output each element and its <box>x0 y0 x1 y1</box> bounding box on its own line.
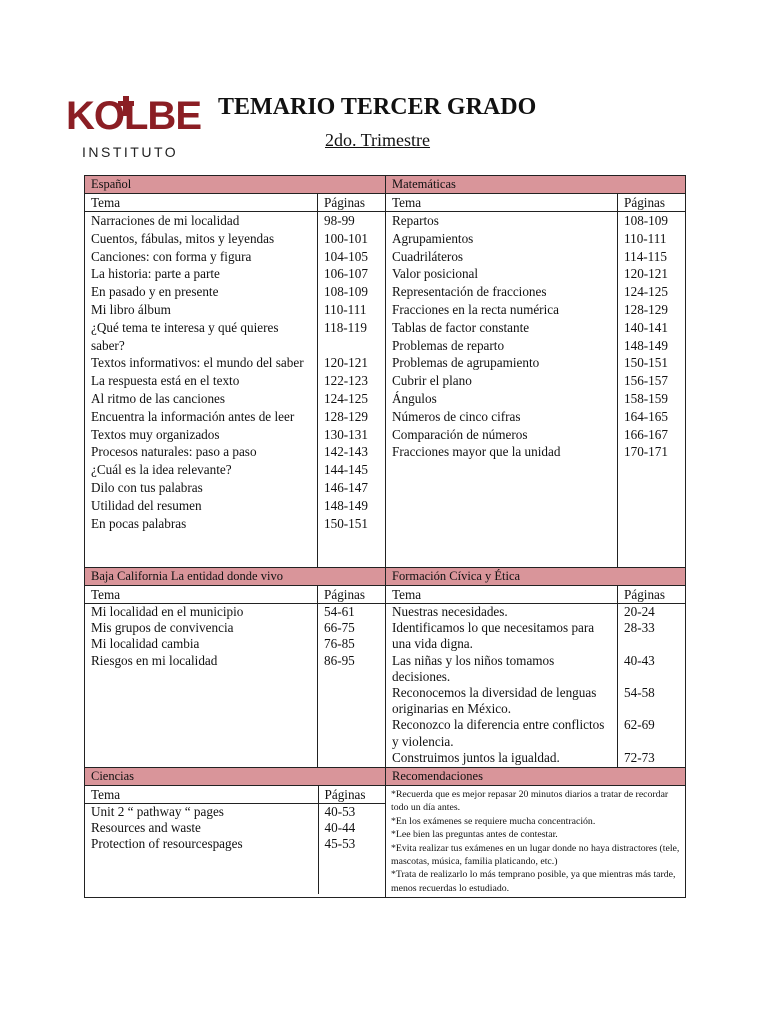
list-item: Procesos naturales: paso a paso <box>91 444 257 460</box>
content-row <box>85 212 686 568</box>
col-paginas: Páginas <box>318 194 386 212</box>
list-item: Protection of resourcespages <box>91 836 243 852</box>
list-item: La respuesta está en el texto <box>91 373 240 389</box>
list-item: 108-109 <box>624 213 668 228</box>
list-item: En pocas palabras <box>91 515 187 531</box>
baja-title: Baja California La entidad donde vivo <box>85 568 386 586</box>
list-item: 166-167 <box>624 426 668 442</box>
list-item: ¿Cuál es la idea relevante? <box>91 462 232 478</box>
list-item: 40-44 <box>324 820 356 836</box>
list-item: 140-141 <box>624 319 668 335</box>
list-item: En pasado y en presente <box>91 284 219 300</box>
logo-word: KOLBE <box>66 94 201 138</box>
ciencias-cell <box>85 786 386 898</box>
list-item: *Recuerda que es mejor repasar 20 minutos diarios a tratar de recordar todo un día antes. <box>391 789 669 814</box>
list-item: 164-165 <box>624 408 668 424</box>
ciencias-temas <box>85 804 318 894</box>
list-item: 144-145 <box>324 462 368 478</box>
list-item: Riesgos en mi localidad <box>91 652 218 668</box>
list-item: ¿Qué tema te interesa y qué quieres saber? <box>91 319 279 353</box>
list-item: Reconocemos la diversidad de lenguas originarias en México. <box>392 685 597 717</box>
list-item: Tablas de factor constante <box>392 319 530 335</box>
list-item: 142-143 <box>324 444 368 460</box>
baja-temas <box>85 604 318 768</box>
page-subtitle: 2do. Trimestre <box>325 130 431 150</box>
list-item: 110-111 <box>624 230 667 246</box>
col-tema: Tema <box>85 786 318 804</box>
list-item: 40-43 <box>624 652 655 668</box>
list-item: 54-61 <box>324 604 355 619</box>
list-item: 148-149 <box>624 337 668 353</box>
list-item: 120-121 <box>624 266 668 282</box>
list-item: La historia: parte a parte <box>91 266 220 282</box>
section-header-row <box>85 176 686 194</box>
list-item: Cuentos, fábulas, mitos y leyendas <box>91 230 275 246</box>
list-item: Problemas de reparto <box>392 337 505 353</box>
list-item: Identificamos lo que necesitamos para una vida digna. <box>392 620 595 652</box>
list-item: 100-101 <box>324 230 368 246</box>
list-item: Reconozco la diferencia entre conflictos y violencia. <box>392 717 605 749</box>
list-item: Unit 2 “ pathway “ pages <box>91 804 224 819</box>
list-item: *Lee bien las preguntas antes de contestar. <box>391 829 558 841</box>
list-item: 150-151 <box>324 515 368 531</box>
list-item: Utilidad del resumen <box>91 497 202 513</box>
list-item: 122-123 <box>324 373 368 389</box>
recomendaciones-list <box>386 786 686 898</box>
list-item: Mi localidad cambia <box>91 636 200 652</box>
ciencias-title: Ciencias <box>85 768 386 786</box>
list-item: 110-111 <box>324 301 367 317</box>
list-item: Las niñas y los niños tomamos decisiones. <box>392 652 555 684</box>
col-paginas: Páginas <box>618 586 686 604</box>
section-header-row <box>85 768 686 786</box>
content-row <box>85 786 686 898</box>
list-item: Encuentra la información antes de leer <box>91 408 295 424</box>
list-item: 120-121 <box>324 355 368 371</box>
col-tema: Tema <box>85 194 318 212</box>
list-item: 150-151 <box>624 355 668 371</box>
list-item: Fracciones mayor que la unidad <box>392 444 561 460</box>
list-item: 124-125 <box>324 390 368 406</box>
civica-paginas <box>618 604 686 768</box>
civica-temas <box>386 604 618 768</box>
kolbe-logo <box>66 92 202 164</box>
list-item: 28-33 <box>624 620 655 636</box>
matematicas-title: Matemáticas <box>386 176 686 194</box>
list-item: Valor posicional <box>392 266 479 282</box>
col-tema: Tema <box>386 194 618 212</box>
list-item: 170-171 <box>624 444 668 460</box>
espanol-title: Español <box>85 176 386 194</box>
list-item: Dilo con tus palabras <box>91 479 203 495</box>
list-item: Mis grupos de convivencia <box>91 620 234 636</box>
list-item: 72-73 <box>624 749 655 765</box>
list-item: Cuadriláteros <box>392 248 464 264</box>
list-item: Textos muy organizados <box>91 426 220 442</box>
list-item: 128-129 <box>324 408 368 424</box>
ciencias-table <box>85 786 386 894</box>
ciencias-paginas <box>318 804 386 894</box>
column-header-row <box>85 586 686 604</box>
matematicas-paginas <box>618 212 686 568</box>
col-paginas: Páginas <box>318 586 386 604</box>
list-item: Mi libro álbum <box>91 301 171 317</box>
list-item: 128-129 <box>624 301 668 317</box>
list-item: 148-149 <box>324 497 368 513</box>
list-item: 118-119 <box>324 319 367 335</box>
list-item: Narraciones de mi localidad <box>91 213 240 228</box>
list-item: 45-53 <box>324 836 356 852</box>
list-item: 54-58 <box>624 684 655 700</box>
list-item: Problemas de agrupamiento <box>392 355 540 371</box>
list-item: Números de cinco cifras <box>392 408 521 424</box>
list-item: 104-105 <box>324 248 368 264</box>
content-row <box>85 604 686 768</box>
list-item: Comparación de números <box>392 426 528 442</box>
baja-paginas <box>318 604 386 768</box>
list-item: 156-157 <box>624 373 668 389</box>
list-item: 20-24 <box>624 604 655 619</box>
col-tema: Tema <box>386 586 618 604</box>
list-item: 76-85 <box>324 636 355 652</box>
list-item: *En los exámenes se requiere mucha concentración. <box>391 815 596 827</box>
list-item: 66-75 <box>324 620 355 636</box>
page-title: TEMARIO TERCER GRADO <box>218 94 537 120</box>
list-item: *Trata de realizarlo lo más temprano posible, ya que mientras más tarde, menos recuerdas lo estudiado. <box>391 869 676 894</box>
col-paginas: Páginas <box>618 194 686 212</box>
list-item: Agrupamientos <box>392 230 474 246</box>
list-item: Resources and waste <box>91 820 201 836</box>
list-item: Fracciones en la recta numérica <box>392 301 559 317</box>
list-item: Cubrir el plano <box>392 373 472 389</box>
list-item: Repartos <box>392 213 439 228</box>
section-header-row <box>85 568 686 586</box>
list-item: Nuestras necesidades. <box>392 604 508 619</box>
list-item: 106-107 <box>324 266 368 282</box>
espanol-paginas <box>318 212 386 568</box>
list-item: 40-53 <box>324 804 356 819</box>
list-item: 158-159 <box>624 390 668 406</box>
list-item: Mi localidad en el municipio <box>91 604 244 619</box>
logo-sub: INSTITUTO <box>82 144 179 160</box>
list-item: 86-95 <box>324 652 355 668</box>
list-item: Al ritmo de las canciones <box>91 390 226 406</box>
list-item: 108-109 <box>324 284 368 300</box>
list-item: Representación de fracciones <box>392 284 547 300</box>
temario-table <box>84 175 686 898</box>
list-item: Textos informativos: el mundo del saber <box>91 355 304 371</box>
list-item: 98-99 <box>324 213 355 228</box>
list-item: Ángulos <box>392 390 437 406</box>
list-item: 130-131 <box>324 426 368 442</box>
column-header-row <box>85 194 686 212</box>
list-item: 146-147 <box>324 479 368 495</box>
recomendaciones-title: Recomendaciones <box>386 768 686 786</box>
list-item: 62-69 <box>624 717 655 733</box>
col-paginas: Páginas <box>318 786 386 804</box>
col-tema: Tema <box>85 586 318 604</box>
civica-title: Formación Cívica y Ética <box>386 568 686 586</box>
list-item: 114-115 <box>624 248 667 264</box>
list-item: *Evita realizar tus exámenes en un lugar donde no haya distractores (tele, mascotas, música, familia platicando, etc.) <box>391 842 680 868</box>
list-item: Construimos juntos la igualdad. <box>392 749 560 765</box>
list-item: Canciones: con forma y figura <box>91 248 252 264</box>
list-item: 124-125 <box>624 284 668 300</box>
matematicas-temas <box>386 212 618 568</box>
espanol-temas <box>85 212 318 568</box>
